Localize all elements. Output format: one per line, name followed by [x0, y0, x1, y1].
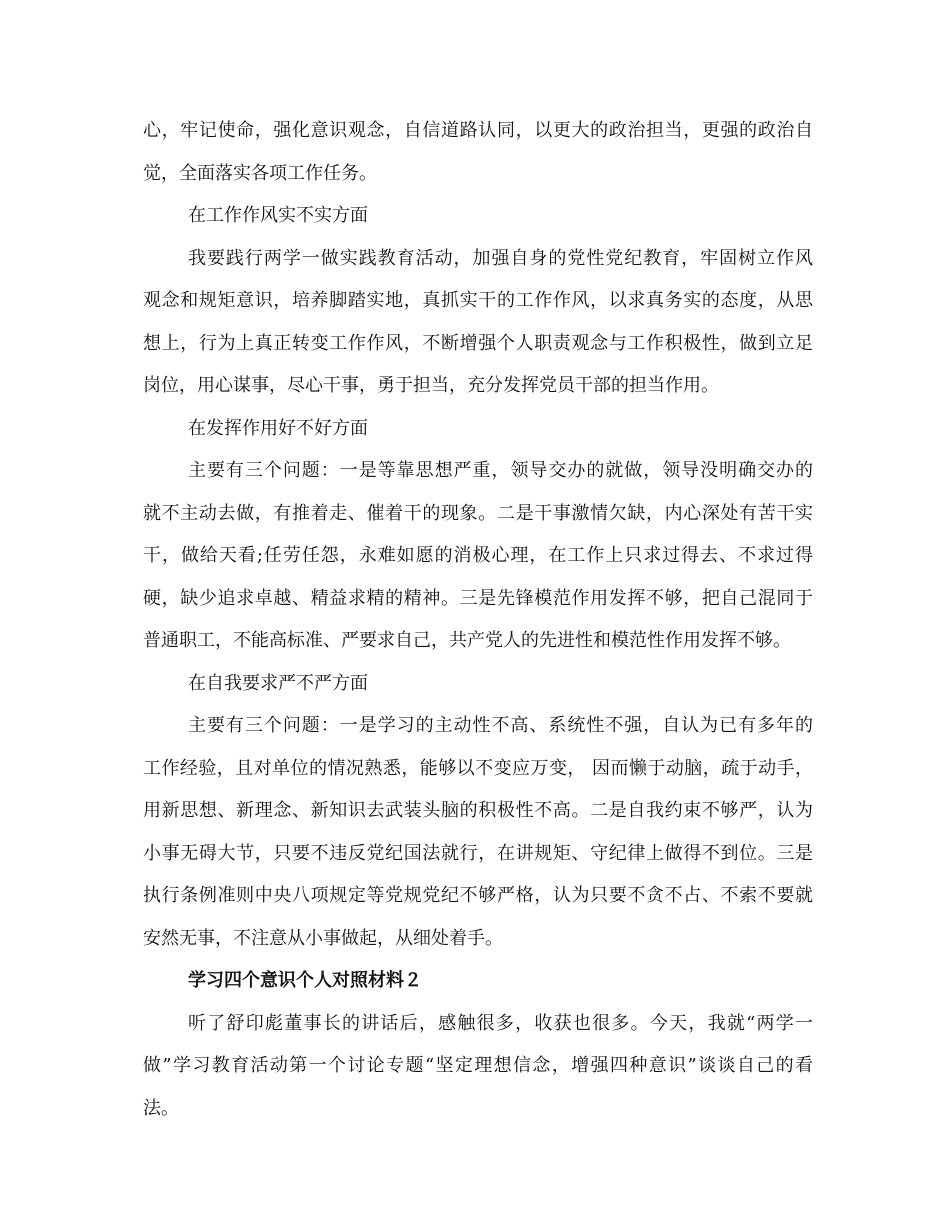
paragraph-line: 想上，行为上真正转变工作作风，不断增强个人职责观念与工作积极性，做到立足 [143, 332, 813, 354]
paragraph-line: 觉，全面落实各项工作任务。 [143, 162, 377, 184]
paragraph-line: 主要有三个问题：一是学习的主动性不高、系统性不强，自认为已有多年的 [188, 715, 813, 736]
paragraph-line: 心，牢记使命，强化意识观念，自信道路认同，以更大的政治担当，更强的政治自 [143, 120, 813, 141]
document-body [143, 110, 813, 1130]
paragraph-line: 主要有三个问题：一是等靠思想严重，领导交办的就做，领导没明确交办的 [188, 460, 813, 481]
paragraph-line: 做”学习教育活动第一个讨论专题“坚定理想信念，增强四种意识”谈谈自己的看 [143, 1055, 813, 1076]
paragraph-line: 干，做给天看;任劳任怨，永难如愿的消极心理，在工作上只求过得去、不求过得 [143, 545, 813, 566]
paragraph-line: 就不主动去做，有推着走、催着干的现象。二是干事激情欠缺，内心深处有苦干实 [143, 502, 813, 524]
paragraph-line: 安然无事，不注意从小事做起，从细处着手。 [143, 927, 503, 949]
section-subheading: 在自我要求严不严方面 [188, 672, 368, 694]
paragraph-line: 听了舒印彪董事长的讲话后，感触很多，收获也很多。今天，我就“两学一 [188, 1012, 813, 1034]
paragraph-line: 硬，缺少追求卓越、精益求精的精神。三是先锋模范作用发挥不够，把自己混同于 [143, 587, 813, 609]
paragraph-line: 法。 [143, 1097, 179, 1119]
paragraph-line: 普通职工，不能高标准、严要求自己，共产党人的先进性和模范性作用发挥不够。 [143, 630, 791, 651]
section-subheading: 在发挥作用好不好方面 [188, 417, 368, 439]
section-subheading: 在工作作风实不实方面 [188, 205, 368, 226]
paragraph-line: 小事无碍大节，只要不违反党纪国法就行，在讲规矩、守纪律上做得不到位。三是 [143, 842, 813, 864]
paragraph-line: 用新思想、新理念、新知识去武装头脑的积极性不高。二是自我约束不够严，认为 [143, 800, 813, 821]
paragraph-line: 观念和规矩意识，培养脚踏实地，真抓实干的工作作风，以求真务实的态度，从思 [143, 290, 813, 311]
document-title: 学习四个意识个人对照材料２ [188, 970, 422, 991]
paragraph-line: 岗位，用心谋事，尽心干事，勇于担当，充分发挥党员干部的担当作用。 [143, 375, 719, 396]
paragraph-line: 我要践行两学一做实践教育活动，加强自身的党性党纪教育，牢固树立作风 [188, 247, 813, 269]
paragraph-line: 工作经验，且对单位的情况熟悉，能够以不变应万变， 因而懒于动脑，疏于动手， [143, 757, 813, 779]
paragraph-line: 执行条例准则中央八项规定等党规党纪不够严格，认为只要不贪不占、不索不要就 [143, 885, 813, 906]
